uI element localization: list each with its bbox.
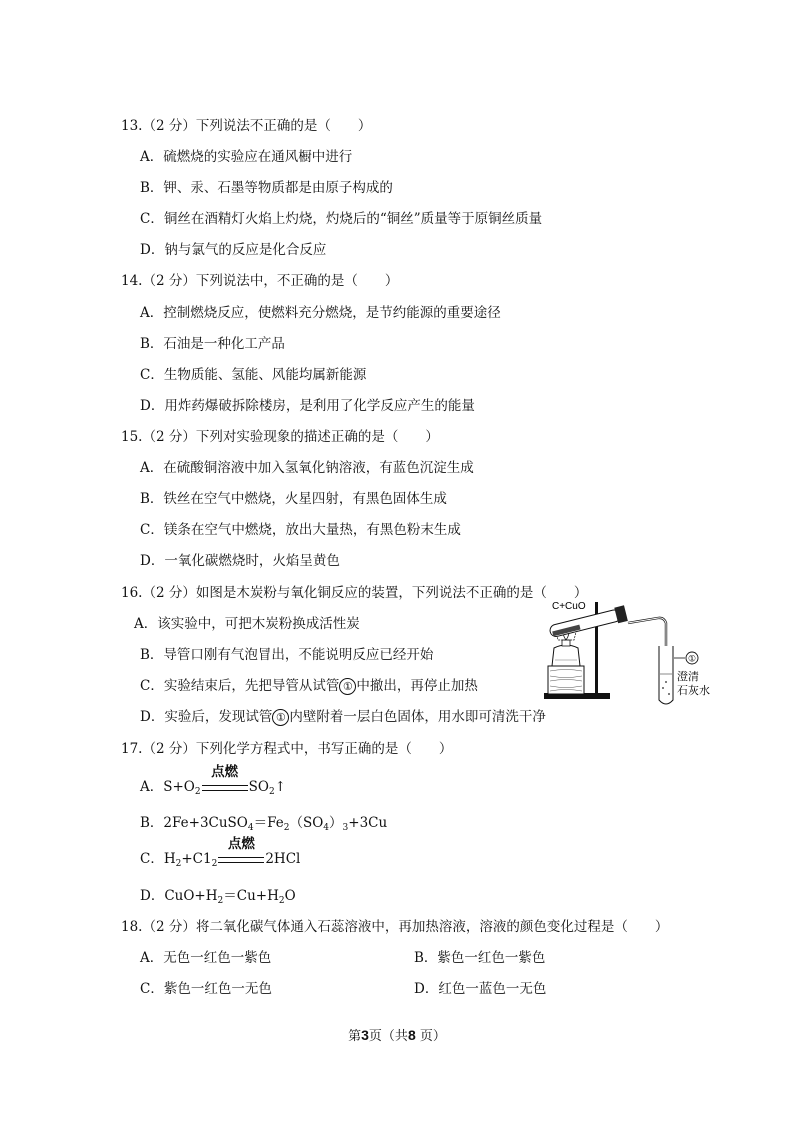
tube-1-mark: ① bbox=[272, 709, 289, 726]
q17-d-p1: CuO+H bbox=[164, 888, 218, 904]
q17-option-c[interactable] bbox=[140, 836, 301, 869]
q17-b-s1: 4 bbox=[247, 823, 254, 833]
question-18-stem: 18.（2 分）将二氧化碳气体通入石蕊溶液中，再加热溶液，溶液的颜色变化过程是（ ） bbox=[121, 919, 669, 935]
reaction-condition bbox=[201, 764, 249, 795]
lime-water-label-line1: 澄清 bbox=[677, 671, 699, 683]
q17-c-right: 2HCl bbox=[265, 851, 301, 867]
q17-d-p3: O bbox=[284, 888, 296, 904]
charcoal-copper-oxide-apparatus bbox=[540, 596, 715, 716]
q17-c-label: C． bbox=[140, 851, 164, 867]
q17-a-left: S+O bbox=[163, 779, 195, 795]
q16-option-c-part1: C．实验结束后，先把导管从试管 bbox=[140, 678, 340, 694]
q14-option-d[interactable]: D．用炸药爆破拆除楼房，是利用了化学反应产生的能量 bbox=[140, 398, 475, 414]
q13-option-c[interactable]: C．铜丝在酒精灯火焰上灼烧，灼烧后的“铜丝”质量等于原铜丝质量 bbox=[140, 211, 543, 227]
q17-b-s3: 4 bbox=[323, 823, 330, 833]
q17-option-d[interactable] bbox=[140, 884, 296, 906]
q17-c-s1: 2 bbox=[175, 859, 182, 869]
q14-option-b[interactable]: B．石油是一种化工产品 bbox=[140, 336, 285, 352]
q17-d-s1: 2 bbox=[217, 896, 224, 906]
question-17-stem: 17.（2 分）下列化学方程式中，书写正确的是（ ） bbox=[121, 741, 453, 757]
gas-arrow: ↑ bbox=[274, 779, 286, 795]
footer-mid: 页（共 bbox=[368, 1029, 408, 1044]
q17-c-p1: H bbox=[163, 851, 176, 867]
q18-option-a[interactable]: A．无色一红色一紫色 bbox=[140, 950, 272, 966]
q17-b-p5: +3Cu bbox=[348, 815, 388, 831]
q16-option-d-part2: 内壁附着一层白色固体，用水即可清洗干净 bbox=[289, 709, 546, 725]
q17-d-p2: ＝Cu+H bbox=[223, 888, 279, 904]
q17-a-sub: 2 bbox=[194, 787, 201, 797]
q15-option-c[interactable]: C．镁条在空气中燃烧，放出大量热，有黑色粉末生成 bbox=[140, 522, 461, 538]
question-13-stem: 13.（2 分）下列说法不正确的是（ ） bbox=[121, 118, 372, 134]
q16-option-d[interactable] bbox=[140, 705, 546, 726]
q17-b-label: B． bbox=[140, 815, 164, 831]
q17-d-label: D． bbox=[140, 888, 165, 904]
question-15-stem: 15.（2 分）下列对实验现象的描述正确的是（ ） bbox=[121, 429, 439, 445]
lime-water-label-line2: 石灰水 bbox=[677, 685, 710, 697]
condition-ignite: 点燃 bbox=[211, 764, 239, 780]
reaction-condition bbox=[217, 836, 265, 867]
q17-option-b[interactable] bbox=[140, 811, 387, 833]
q17-a-label: A． bbox=[140, 779, 164, 795]
q15-option-a[interactable]: A．在硫酸铜溶液中加入氢氧化钠溶液，有蓝色沉淀生成 bbox=[140, 460, 474, 476]
q17-b-s4: 3 bbox=[342, 823, 349, 833]
tube-1-label: ① bbox=[687, 653, 697, 664]
q17-b-s2: 2 bbox=[283, 823, 290, 833]
q14-option-c[interactable]: C．生物质能、氢能、风能均属新能源 bbox=[140, 367, 367, 383]
q17-b-p4: ） bbox=[329, 815, 343, 831]
q17-a-rsub: 2 bbox=[268, 787, 275, 797]
q17-d-s2: 2 bbox=[278, 896, 285, 906]
footer-post: 页） bbox=[415, 1029, 446, 1044]
condition-ignite: 点燃 bbox=[227, 836, 255, 852]
q17-a-right: SO bbox=[248, 779, 269, 795]
q18-option-d[interactable]: D．红色一蓝色一无色 bbox=[414, 981, 547, 997]
q14-option-a[interactable]: A．控制燃烧反应，使燃料充分燃烧，是节约能源的重要途径 bbox=[140, 305, 501, 321]
q13-option-d[interactable]: D．钠与氯气的反应是化合反应 bbox=[140, 242, 327, 258]
q17-option-a[interactable] bbox=[140, 764, 286, 797]
q13-option-a[interactable]: A．硫燃烧的实验应在通风橱中进行 bbox=[140, 149, 353, 165]
page-footer bbox=[0, 1025, 794, 1044]
tube-1-mark: ① bbox=[339, 678, 356, 695]
question-14-stem: 14.（2 分）下列说法中，不正确的是（ ） bbox=[121, 273, 399, 289]
q17-c-p2: +C1 bbox=[181, 851, 212, 867]
footer-total-pages: 8 bbox=[407, 1027, 416, 1043]
q18-option-b[interactable]: B．紫色一红色一紫色 bbox=[414, 950, 546, 966]
question-16-stem: 16.（2 分）如图是木炭粉与氧化铜反应的装置，下列说法不正确的是（ ） bbox=[121, 585, 588, 601]
q16-option-d-part1: D．实验后，发现试管 bbox=[140, 709, 273, 725]
q17-b-p3: （SO bbox=[289, 815, 324, 831]
q16-option-b[interactable]: B．导管口刚有气泡冒出，不能说明反应已经开始 bbox=[140, 647, 434, 663]
q17-b-p1: 2Fe+3CuSO bbox=[163, 815, 248, 831]
footer-page-number: 3 bbox=[361, 1027, 369, 1043]
q17-c-s2: 2 bbox=[211, 859, 218, 869]
reactants-label: C+CuO bbox=[552, 601, 586, 612]
q13-option-b[interactable]: B．钾、汞、石墨等物质都是由原子构成的 bbox=[140, 180, 393, 196]
q15-option-d[interactable]: D．一氧化碳燃烧时，火焰呈黄色 bbox=[140, 553, 340, 569]
footer-pre: 第 bbox=[348, 1029, 362, 1044]
q15-option-b[interactable]: B．铁丝在空气中燃烧，火星四射，有黑色固体生成 bbox=[140, 491, 447, 507]
q16-option-c-part2: 中撤出，再停止加热 bbox=[356, 678, 478, 694]
q16-option-c[interactable] bbox=[140, 674, 478, 695]
q18-option-c[interactable]: C．紫色一红色一无色 bbox=[140, 981, 272, 997]
q17-b-p2: ＝Fe bbox=[253, 815, 284, 831]
q16-option-a[interactable]: A．该实验中，可把木炭粉换成活性炭 bbox=[134, 616, 360, 632]
